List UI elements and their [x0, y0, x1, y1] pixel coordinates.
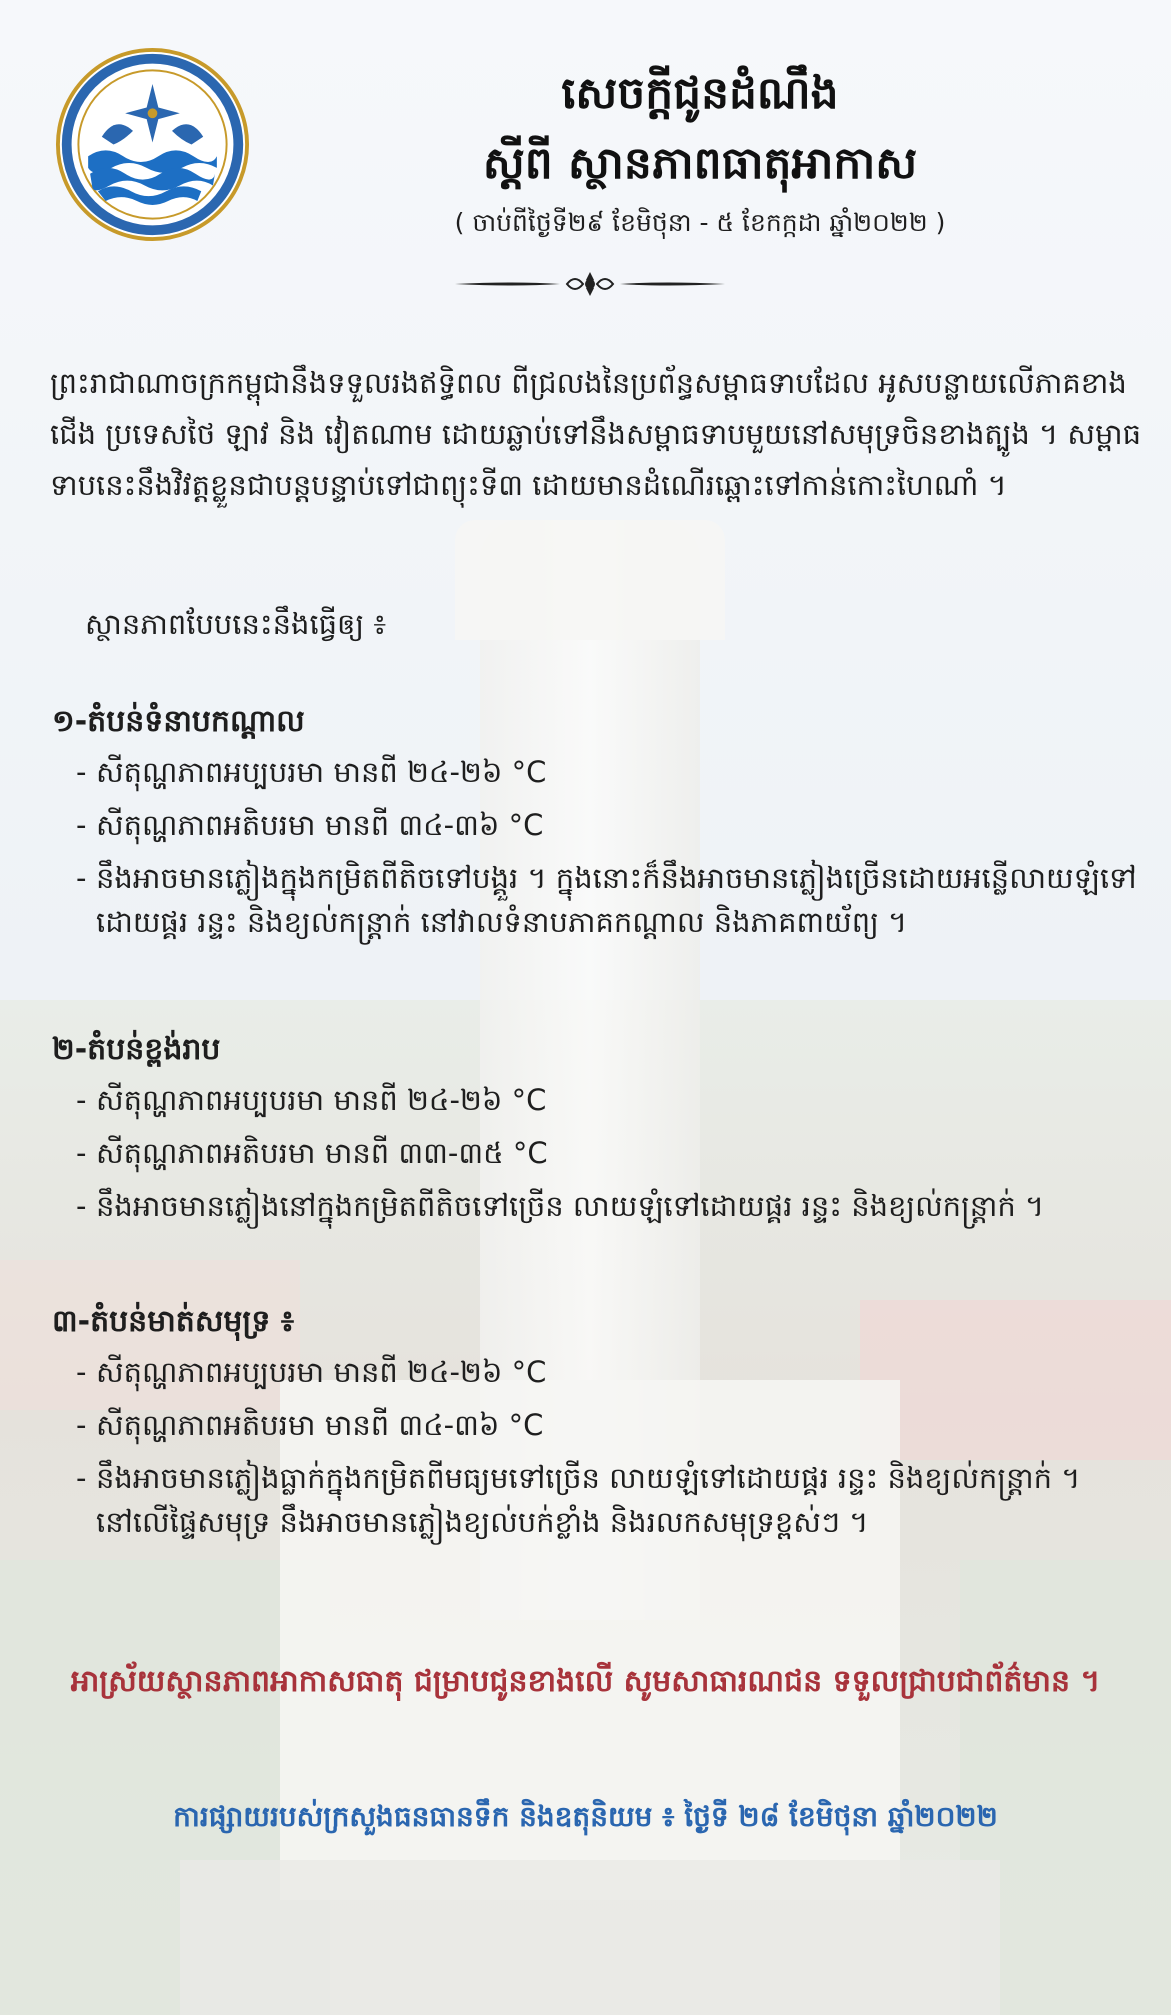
section-heading: ១-តំបន់ទំនាបកណ្តាល	[52, 704, 305, 739]
section-heading: ២-តំបន់ខ្ពង់រាប	[52, 1032, 221, 1067]
ministry-water-resources-logo-icon	[55, 47, 250, 242]
list-item: - សីតុណ្ហភាពអតិបរមា មានពី ៣៣-៣៥ °C	[52, 1131, 1152, 1175]
background-tower-top	[455, 520, 725, 640]
list-item: - នឹងអាចមានភ្លៀងធ្លាក់ក្នុងកម្រិតពីមធ្យមទៅច្រើន លាយឡំទៅដោយផ្គរ រន្ទះ និងខ្យល់កន្ត្រាក់ ។ នៅលើផ្ទៃសមុទ្រ នឹងអាចមានភ្លៀងខ្យល់បក់ខ្លាំង និងរលកសមុទ្រខ្ពស់ៗ ។	[52, 1456, 1152, 1544]
publisher-line: ការផ្សាយរបស់ក្រសួងធនធានទឹក និងឧតុនិយម ៖ ថ្ងៃទី ២៨ ខែមិថុនា ឆ្នាំ២០២២	[173, 1800, 998, 1833]
list-item: - សីតុណ្ហភាពអប្បបរមា មានពី ២៤-២៦ °C	[52, 1078, 1152, 1122]
list-item: - សីតុណ្ហភាពអប្បបរមា មានពី ២៤-២៦ °C	[52, 750, 1152, 794]
intro-paragraph: ព្រះរាជាណាចក្រកម្ពុជានឹងទទួលរងឥទ្ធិពល ពីជ្រលងនៃប្រព័ន្ធសម្ពាធទាបដែល អូសបន្លាយលើភាគខាងជើង ប្រទេសថៃ ឡាវ និង វៀតណាម ដោយឆ្លាប់ទៅនឹងសម្ពាធទាបមួយនៅសមុទ្រចិនខាងត្បូង ។ សម្ពាធទាបនេះនឹងវិវត្តខ្លួនជាបន្តបន្ទាប់ទៅជាព្យុះទី៣ ដោយមានដំណើរឆ្ពោះទៅកាន់កោះហៃណាំ ។	[50, 366, 1141, 502]
section-heading: ៣-តំបន់មាត់សមុទ្រ ៖	[52, 1304, 295, 1339]
closing-note: អាស្រ័យស្ថានភាពអាកាសធាតុ ជម្រាបជូនខាងលើ សូមសាធារណជន ទទួលជ្រាបជាព័ត៌មាន ។	[70, 1664, 1101, 1699]
ornament-divider-icon	[455, 270, 725, 298]
list-item: - នឹងអាចមានភ្លៀងនៅក្នុងកម្រិតពីតិចទៅច្រើន លាយឡំទៅដោយផ្គរ រន្ទះ និងខ្យល់កន្ត្រាក់ ។	[52, 1184, 1152, 1228]
intro-lead: ស្ថានភាពបែបនេះនឹងធ្វើឲ្យ ៖	[85, 607, 387, 641]
section-coastal	[52, 1300, 1152, 1553]
page-title: សេចក្តីជូនដំណឹង	[561, 68, 839, 119]
section-plateau	[52, 1028, 1152, 1237]
list-item: - នឹងអាចមានភ្លៀងក្នុងកម្រិតពីតិចទៅបង្គួរ ។ ក្នុងនោះក៏នឹងអាចមានភ្លៀងច្រើនដោយអន្លើលាយឡំទៅដោយផ្គរ រន្ទះ និងខ្យល់កន្ត្រាក់ នៅវាលទំនាបភាគកណ្តាល និងភាគពាយ័ព្យ ។	[52, 856, 1152, 944]
background-plaza	[180, 1860, 1000, 2015]
section-central-plain	[52, 700, 1152, 953]
list-item: - សីតុណ្ហភាពអប្បបរមា មានពី ២៤-២៦ °C	[52, 1350, 1152, 1394]
date-range: ( ចាប់ពីថ្ងៃទី២៩ ខែមិថុនា - ៥ ខែកក្កដា ឆ្នាំ២០២២ )	[454, 208, 946, 237]
page-subtitle: ស្តីពី ស្ថានភាពធាតុអាកាស	[482, 138, 918, 189]
list-item: - សីតុណ្ហភាពអតិបរមា មានពី ៣៤-៣៦ °C	[52, 803, 1152, 847]
list-item: - សីតុណ្ហភាពអតិបរមា មានពី ៣៤-៣៦ °C	[52, 1403, 1152, 1447]
